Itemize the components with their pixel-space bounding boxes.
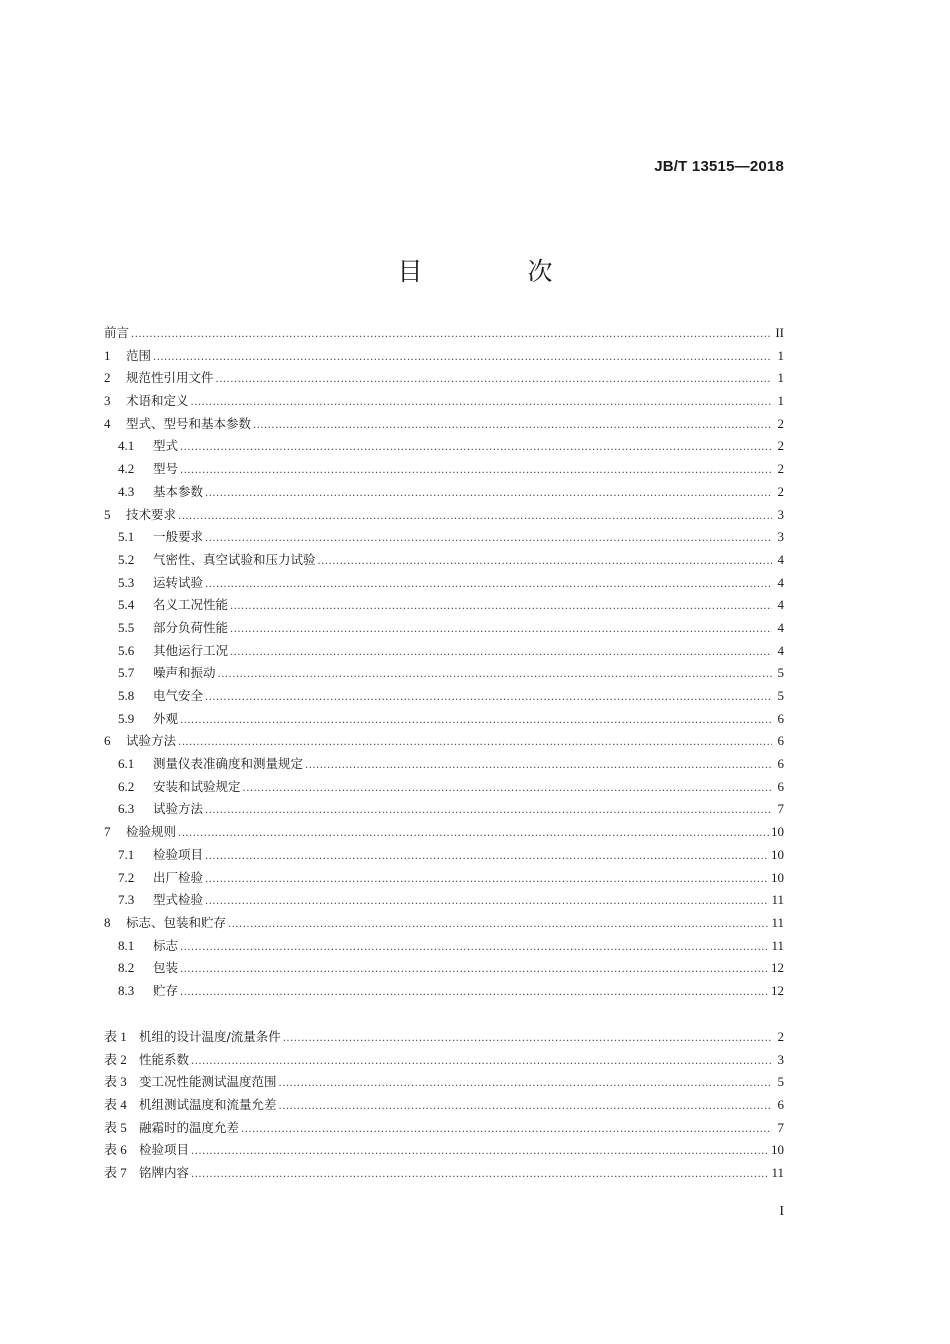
- table-list-entry[interactable]: [104, 1117, 784, 1140]
- dot-leader: [205, 897, 769, 907]
- entry-number: 5.4: [118, 597, 135, 613]
- entry-page: 4: [777, 642, 784, 658]
- entry-title: 试验方法: [126, 733, 177, 749]
- toc-entry[interactable]: [104, 413, 784, 436]
- toc-entry[interactable]: [104, 867, 784, 890]
- entry-number: 8.2: [118, 960, 135, 976]
- table-list-entry[interactable]: [104, 1049, 784, 1072]
- toc-entry[interactable]: [104, 526, 784, 549]
- dot-leader: [241, 1125, 772, 1135]
- entry-title: 名义工况性能: [153, 597, 229, 613]
- entry-title: 融霜时的温度允差: [139, 1119, 240, 1135]
- entry-number: 7.2: [118, 869, 135, 885]
- entry-number: 5.6: [118, 642, 135, 658]
- dot-leader: [153, 353, 772, 363]
- entry-page: 11: [771, 1165, 784, 1181]
- dot-leader: [205, 580, 772, 590]
- dot-leader: [191, 1057, 772, 1067]
- table-list-entry[interactable]: [104, 1026, 784, 1049]
- toc-entry[interactable]: [104, 594, 784, 617]
- entry-title: 一般要求: [153, 529, 204, 545]
- entry-page: 6: [777, 733, 784, 749]
- entry-number: 7.1: [118, 846, 135, 862]
- entry-title: 铭牌内容: [139, 1165, 190, 1181]
- dot-leader: [180, 965, 769, 975]
- entry-page: 11: [771, 892, 784, 908]
- toc-entry[interactable]: [104, 889, 784, 912]
- entry-title: 标志: [153, 937, 179, 953]
- entry-page: 2: [777, 461, 784, 477]
- entry-page: 6: [777, 1097, 784, 1113]
- toc-entry[interactable]: [104, 798, 784, 821]
- dot-leader: [218, 670, 772, 680]
- entry-page: 5: [777, 665, 784, 681]
- entry-number: 8.1: [118, 937, 135, 953]
- toc-entry[interactable]: [104, 481, 784, 504]
- entry-page: 4: [777, 574, 784, 590]
- dot-leader: [131, 330, 772, 340]
- entry-title: 外观: [153, 710, 179, 726]
- entry-page: 6: [777, 778, 784, 794]
- toc-entry[interactable]: [104, 730, 784, 753]
- dot-leader: [180, 466, 772, 476]
- table-list-entry[interactable]: [104, 1094, 784, 1117]
- entry-number: 表 7: [104, 1165, 127, 1181]
- entry-title: 包装: [153, 960, 179, 976]
- entry-title: 机组的设计温度/流量条件: [139, 1029, 281, 1044]
- entry-number: 4: [104, 415, 111, 431]
- entry-title: 运转试验: [153, 574, 204, 590]
- toc-entry[interactable]: [104, 776, 784, 799]
- toc-entries: [104, 322, 784, 1003]
- entry-number: 6.2: [118, 778, 135, 794]
- entry-number: 5.3: [118, 574, 135, 590]
- entry-number: 7: [104, 824, 111, 840]
- entry-page: II: [775, 325, 784, 340]
- entry-number: 3: [104, 393, 111, 409]
- toc-entry[interactable]: [104, 662, 784, 685]
- entry-page: 10: [771, 869, 784, 885]
- dot-leader: [191, 1170, 769, 1180]
- entry-page: 7: [777, 801, 784, 817]
- entry-title: 前言: [104, 325, 130, 340]
- toc-entry[interactable]: [104, 844, 784, 867]
- entry-page: 2: [777, 415, 784, 431]
- toc-entry[interactable]: [104, 685, 784, 708]
- entry-title: 检验项目: [139, 1142, 190, 1158]
- entry-number: 7.3: [118, 892, 135, 908]
- entry-page: 1: [777, 393, 784, 409]
- entry-number: 5.1: [118, 529, 135, 545]
- toc-table-list: [104, 1026, 784, 1185]
- dot-leader: [178, 512, 772, 522]
- entry-page: 4: [777, 619, 784, 635]
- entry-title: 机组测试温度和流量允差: [139, 1097, 277, 1113]
- entry-title: 型式: [153, 438, 179, 454]
- entry-title: 型号: [153, 461, 179, 477]
- entry-page: 2: [777, 1029, 784, 1044]
- entry-title: 范围: [126, 347, 152, 363]
- toc-entry[interactable]: [104, 367, 784, 390]
- toc-entry[interactable]: [104, 390, 784, 413]
- entry-title: 出厂检验: [153, 869, 204, 885]
- entry-title: 性能系数: [139, 1051, 190, 1067]
- toc-entry[interactable]: [104, 753, 784, 776]
- entry-page: 4: [777, 551, 784, 567]
- entry-page: 1: [777, 370, 784, 386]
- toc-entry[interactable]: [104, 708, 784, 731]
- entry-title: 基本参数: [153, 483, 204, 499]
- entry-number: 表 2: [104, 1051, 127, 1067]
- entry-number: 5.8: [118, 688, 135, 703]
- table-list-entry[interactable]: [104, 1071, 784, 1094]
- entry-number: 5.7: [118, 665, 135, 681]
- entry-title: 变工况性能测试温度范围: [139, 1074, 277, 1090]
- page-number: I: [779, 1204, 784, 1219]
- toc-entry[interactable]: [104, 957, 784, 980]
- dot-leader: [205, 693, 772, 703]
- toc-entry[interactable]: [104, 572, 784, 595]
- entry-title: 安装和试验规定: [153, 778, 241, 794]
- toc-entry[interactable]: [104, 504, 784, 527]
- entry-number: 8: [104, 914, 111, 930]
- entry-title: 型式检验: [153, 892, 204, 908]
- dot-leader: [279, 1102, 772, 1112]
- toc-entry[interactable]: [104, 549, 784, 572]
- toc-entry[interactable]: [104, 821, 784, 844]
- table-list-entry[interactable]: [104, 1139, 784, 1162]
- dot-leader: [279, 1079, 772, 1089]
- dot-leader: [180, 988, 769, 998]
- entry-page: 12: [771, 960, 784, 976]
- entry-number: 表 6: [104, 1142, 127, 1158]
- entry-page: 5: [777, 688, 784, 703]
- toc-entry[interactable]: [104, 322, 784, 345]
- entry-page: 5: [777, 1074, 784, 1090]
- entry-number: 表 1: [104, 1029, 127, 1044]
- entry-title: 标志、包装和贮存: [126, 914, 227, 930]
- entry-page: 3: [777, 529, 784, 545]
- entry-page: 10: [771, 1142, 784, 1158]
- entry-page: 10: [771, 846, 784, 862]
- dot-leader: [228, 920, 769, 930]
- entry-page: 2: [777, 483, 784, 499]
- dot-leader: [318, 557, 772, 567]
- entry-page: 2: [777, 438, 784, 454]
- entry-title: 检验规则: [126, 824, 177, 840]
- dot-leader: [216, 375, 772, 385]
- entry-page: 1: [777, 347, 784, 363]
- entry-page: 6: [777, 710, 784, 726]
- dot-leader: [230, 648, 772, 658]
- entry-number: 8.3: [118, 982, 135, 998]
- dot-leader: [205, 806, 772, 816]
- entry-title: 规范性引用文件: [126, 370, 214, 386]
- entry-title: 电气安全: [153, 688, 204, 703]
- entry-page: 11: [771, 937, 784, 953]
- entry-number: 5.9: [118, 710, 135, 726]
- entry-page: 4: [777, 597, 784, 613]
- entry-title: 其他运行工况: [153, 642, 229, 658]
- dot-leader: [230, 602, 772, 612]
- entry-number: 4.3: [118, 483, 135, 499]
- entry-number: 表 3: [104, 1074, 127, 1090]
- entry-number: 2: [104, 370, 111, 386]
- entry-title: 气密性、真空试验和压力试验: [153, 551, 316, 567]
- entry-number: 6.1: [118, 756, 135, 772]
- entry-page: 7: [777, 1119, 784, 1135]
- dot-leader: [180, 716, 772, 726]
- entry-title: 测量仪表准确度和测量规定: [153, 756, 304, 772]
- dot-leader: [178, 829, 769, 839]
- dot-leader: [205, 875, 769, 885]
- dot-leader: [230, 625, 772, 635]
- toc-entry[interactable]: [104, 980, 784, 1003]
- toc-entry[interactable]: [104, 435, 784, 458]
- entry-number: 表 4: [104, 1097, 127, 1113]
- toc-entry[interactable]: [104, 640, 784, 663]
- dot-leader: [305, 761, 772, 771]
- dot-leader: [191, 1147, 769, 1157]
- entry-number: 4.1: [118, 438, 135, 454]
- dot-leader: [243, 784, 772, 794]
- entry-number: 5.5: [118, 619, 135, 635]
- dot-leader: [205, 489, 772, 499]
- entry-number: 5: [104, 506, 111, 522]
- dot-leader: [205, 534, 772, 544]
- entry-title: 型式、型号和基本参数: [126, 415, 252, 431]
- toc-entry[interactable]: [104, 617, 784, 640]
- entry-title: 检验项目: [153, 846, 204, 862]
- entry-title: 贮存: [153, 982, 179, 998]
- dot-leader: [180, 443, 772, 453]
- dot-leader: [178, 738, 772, 748]
- toc-entry[interactable]: [104, 345, 784, 368]
- entry-title: 术语和定义: [126, 393, 189, 409]
- entry-page: 3: [777, 506, 784, 522]
- dot-leader: [253, 421, 772, 431]
- entry-page: 3: [777, 1051, 784, 1067]
- table-list-entry[interactable]: [104, 1162, 784, 1185]
- dot-leader: [191, 398, 772, 408]
- dot-leader: [180, 943, 769, 953]
- toc-entry[interactable]: [104, 935, 784, 958]
- toc-entry[interactable]: [104, 458, 784, 481]
- entry-number: 4.2: [118, 461, 135, 477]
- entry-number: 6: [104, 733, 111, 749]
- entry-title: 部分负荷性能: [153, 619, 229, 635]
- entry-number: 6.3: [118, 801, 135, 817]
- toc-entry[interactable]: [104, 912, 784, 935]
- dot-leader: [205, 852, 769, 862]
- entry-title: 试验方法: [153, 801, 204, 817]
- entry-page: 12: [771, 982, 784, 998]
- entry-number: 1: [104, 347, 111, 363]
- entry-number: 表 5: [104, 1119, 127, 1135]
- entry-page: 11: [771, 914, 784, 930]
- entry-title: 技术要求: [126, 506, 177, 522]
- entry-page: 6: [777, 756, 784, 772]
- entry-page: 10: [771, 824, 784, 840]
- entry-number: 5.2: [118, 551, 135, 567]
- dot-leader: [283, 1034, 772, 1044]
- standard-code: JB/T 13515—2018: [654, 158, 784, 175]
- toc-title: 目 次: [397, 257, 593, 286]
- entry-title: 噪声和振动: [153, 665, 216, 681]
